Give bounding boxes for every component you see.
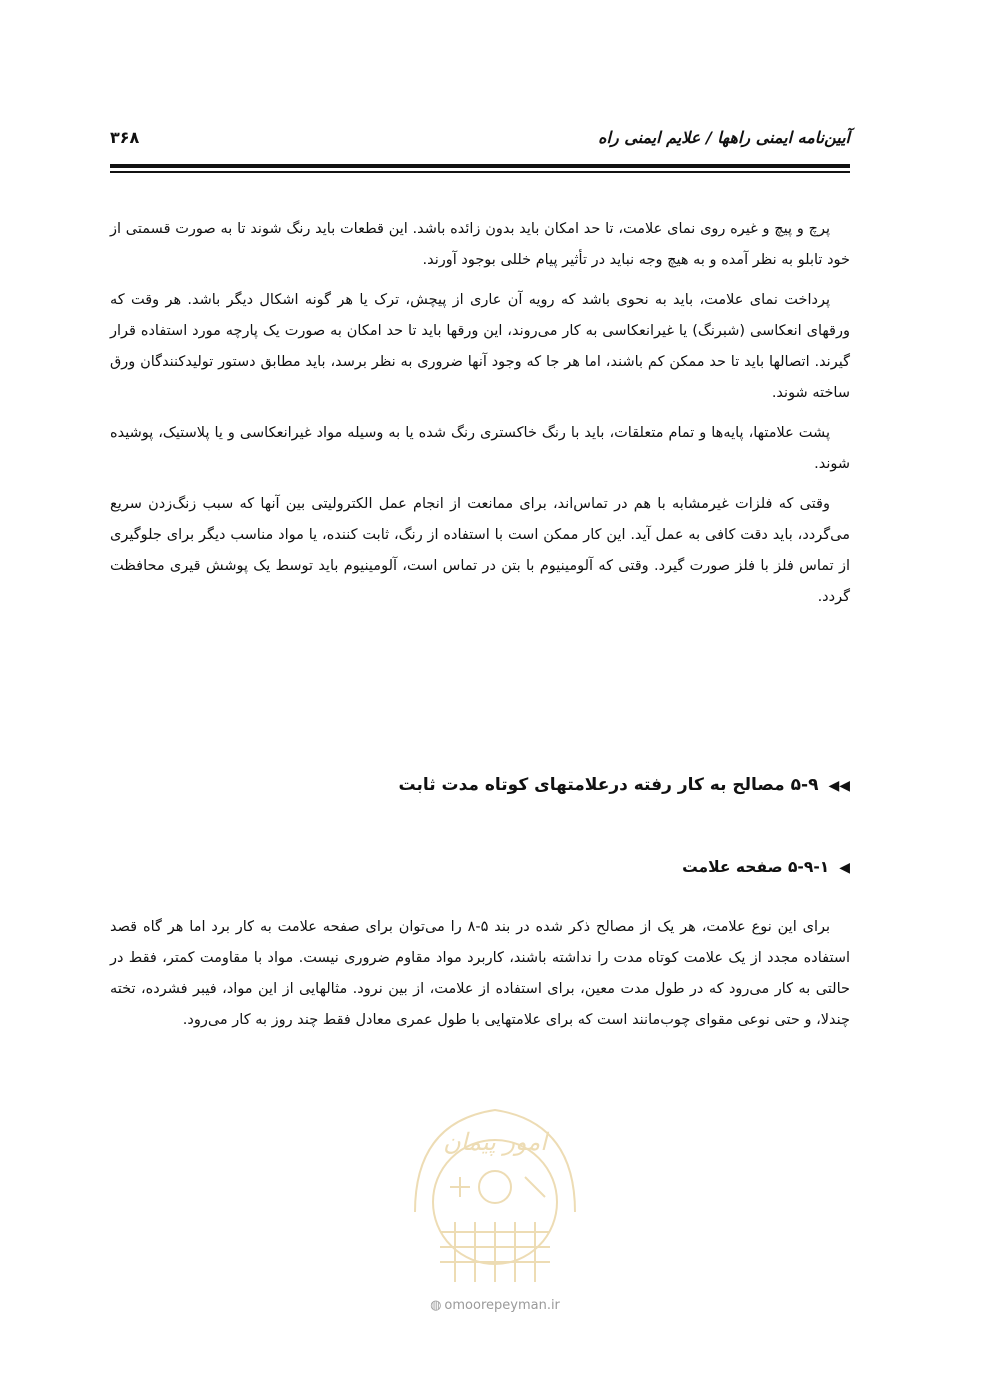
watermark-arch	[415, 1110, 575, 1212]
watermark-tools	[450, 1177, 545, 1197]
section-heading	[110, 775, 850, 795]
globe-icon: ◍	[430, 1298, 442, 1313]
header-rule-thin	[110, 171, 850, 173]
double-chevron-icon: ◀◀	[828, 778, 850, 794]
paragraph-finish: پرداخت نمای علامت، باید به نحوی باشد که رویه آن عاری از پیچش، ترک یا هر گونه اشکال دیگر باشد. هر وقت که ورقهای انعکاسی (شبرنگ) یا غیرانعکاسی به کار می‌روند، این ورقها باید تا حد امکان به صورت یک پارچه مورد استفاده قرار گیرند. اتصالها باید تا حد ممکن کم باشند، اما هر جا که وجود آنها ضروری به نظر برسد، باید مطابق دستور تولیدکنندگان ورق ساخته شوند.	[110, 292, 850, 401]
section-heading-text: ۵-۹ مصالح به کار رفته درعلامتهای کوتاه مدت ثابت	[398, 775, 819, 795]
page-number: ۳۶۸	[110, 128, 140, 147]
watermark-logo-text: امور پیمان	[443, 1128, 547, 1156]
body-text-bottom	[110, 912, 850, 1036]
watermark-logo	[395, 1092, 595, 1292]
paragraph-sign-plate: برای این نوع علامت، هر یک از مصالح ذکر شده در بند ۵-۸ را می‌توان برای صفحه علامت به کار برد اما هر گاه قصد استفاده مجدد از یک علامت کوتاه مدت را نداشته باشند، کاربرد مواد مقاوم ضروری نیست. مواد با مقاومت کمتر، فقط در حالتی به کار می‌رود که در طول مدت معین، برای استفاده از علامت، از بین نرود. مثالهایی از این مواد، فیبر فشرده، تخته چندلا، و حتی نوعی مقوای چوب‌مانند است که برای علامتهایی با طول عمری معادل فقط چند روز به کار می‌رود.	[110, 919, 850, 1028]
paragraph-metals: وقتی که فلزات غیرمشابه با هم در تماس‌اند، برای ممانعت از انجام عمل الکترولیتی بین آنها که سبب زنگ‌زدن سریع می‌گردد، باید دقت کافی به عمل آید. این کار ممکن است با استفاده از رنگ، ثابت کننده، یا مواد مناسب دیگر برای جلوگیری از تماس فلز با فلز صورت گیرد. وقتی که آلومینیوم با بتن در تماس است، آلومینیوم باید توسط یک پوشش قیری محافظت گردد.	[110, 496, 850, 605]
header-title: آیین‌نامه ایمنی راهها / علایم ایمنی راه	[598, 128, 850, 147]
header-rule-thick	[110, 164, 850, 168]
sub-heading-text: ۵-۹-۱ صفحه علامت	[682, 858, 830, 876]
watermark-url	[390, 1298, 600, 1313]
body-text-top	[110, 214, 850, 613]
sub-heading	[110, 858, 850, 876]
paragraph-rivets: پرچ و پیچ و غیره روی نمای علامت، تا حد امکان باید بدون زائده باشد. این قطعات باید رنگ شوند تا به صورت قسمتی از خود تابلو به نظر آمده و به هیچ وجه نباید در تأثیر پیام خللی بوجود آورند.	[110, 221, 850, 268]
watermark-gear	[479, 1171, 511, 1203]
watermark-url-text: omoorepeyman.ir	[444, 1298, 560, 1313]
running-header	[110, 126, 850, 156]
paragraph-backs: پشت علامتها، پایه‌ها و تمام متعلقات، باید با رنگ خاکستری رنگ شده یا به وسیله مواد غیرانعکاسی و یا پلاستیک، پوشیده شوند.	[110, 425, 850, 472]
chevron-icon: ◀	[839, 860, 850, 876]
